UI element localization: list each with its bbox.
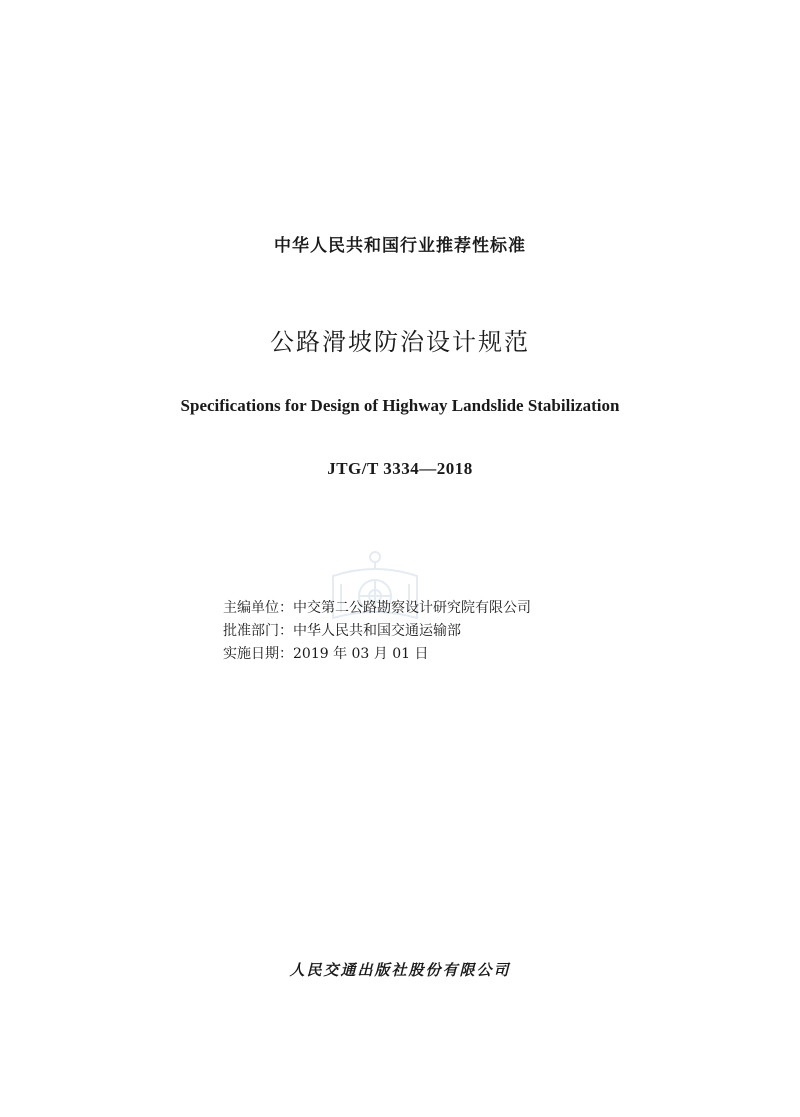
title-chinese: 公路滑坡防治设计规范 xyxy=(270,328,530,356)
publisher-name: 人民交通出版社股份有限公司 xyxy=(289,961,511,979)
info-label: 实施日期： xyxy=(223,646,293,662)
info-row-editor xyxy=(223,597,531,620)
standard-info-block xyxy=(223,597,531,666)
info-row-approver xyxy=(223,620,531,643)
standard-series: 中华人民共和国行业推荐性标准 xyxy=(274,236,526,256)
info-row-effective-date xyxy=(223,643,531,666)
info-label: 主编单位： xyxy=(223,600,293,616)
info-value: 中交第二公路勘察设计研究院有限公司 xyxy=(293,600,531,616)
info-value: 2019 年 03 月 01 日 xyxy=(293,646,429,662)
info-value: 中华人民共和国交通运输部 xyxy=(293,623,461,639)
standard-code: JTG/T 3334—2018 xyxy=(327,459,473,478)
info-label: 批准部门： xyxy=(223,623,293,639)
title-english: Specifications for Design of Highway Landslide Stabilization xyxy=(180,396,620,415)
